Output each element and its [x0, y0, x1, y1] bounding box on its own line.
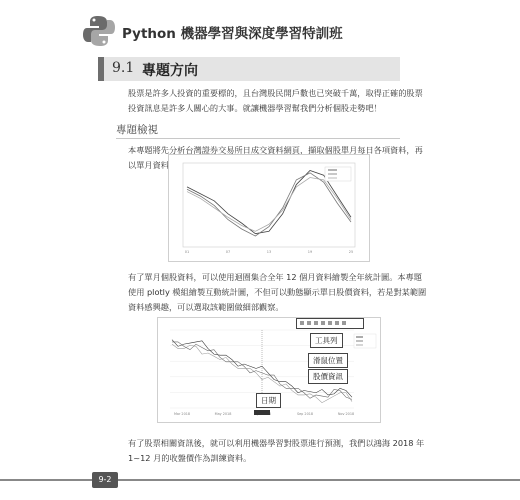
- paragraph-line: 本專題將先分析台灣證券交易所日成交資料網頁，擷取個股單月每日各項資料，再: [128, 145, 423, 155]
- paragraph-line: 資料感興趣，可以選取該範圍做細部觀察。: [128, 302, 284, 312]
- x-tick-label: 07: [225, 250, 231, 254]
- date-callout: 日期: [256, 393, 281, 408]
- hover-date-label: [254, 410, 270, 415]
- toolbar-highlight: [296, 318, 364, 329]
- monthly-stock-chart: [168, 154, 370, 262]
- x-tick-label: Nov 2018: [337, 412, 355, 416]
- page-number: 9-2: [92, 472, 118, 488]
- paragraph-line: 股票是許多人投資的重要標的，且台灣股民開戶數也已突破千萬，取得正確的股票: [128, 88, 423, 98]
- paragraph-line: 以單月資料繪製個股統計圖。: [128, 160, 235, 170]
- x-tick-label: 01: [184, 250, 190, 254]
- section-number: 9.1: [112, 60, 135, 76]
- x-tick-label: 13: [266, 250, 272, 254]
- x-tick-label: Mar 2018: [173, 412, 191, 416]
- series-line-3: [187, 178, 351, 232]
- paragraph-line: 1~12 月的收盤價作為訓練資料。: [128, 453, 252, 463]
- book-title: Python 機器學習與深度學習特訓班: [122, 26, 343, 42]
- python-logo-icon: [82, 14, 116, 48]
- subsection-title: 專題檢視: [116, 124, 158, 136]
- x-tick-label: 19: [307, 250, 313, 254]
- subsection-divider: [116, 138, 400, 139]
- footer-rule: [0, 479, 520, 481]
- paragraph-line: 有了股票相關資訊後，就可以利用機器學習對股票進行預測，我們以鴻海 2018 年: [128, 438, 425, 448]
- series-line-2: [187, 173, 351, 236]
- toolbar-callout: 工具列: [310, 333, 343, 348]
- x-tick-label: Sep 2018: [296, 412, 314, 416]
- paragraph-line: 有了單月個股資料，可以使用迴圈集合全年 12 個月資料繪製全年統計圖。本專題: [128, 272, 422, 282]
- paragraph-line: 使用 plotly 模組繪製互動統計圖，不但可以動態顯示單日股價資料，若是對某範圍: [128, 287, 427, 297]
- paragraph-line: 投資訊息是許多人關心的大事。就讓機器學習幫我們分析個股走勢吧！: [128, 103, 382, 113]
- x-tick-label: 25: [348, 250, 354, 254]
- x-tick-label: May 2018: [214, 412, 232, 416]
- stock-info-callout: 股價資訊: [308, 369, 348, 384]
- mouse-position-callout: 滑鼠位置: [308, 353, 348, 368]
- section-title: 專題方向: [142, 63, 198, 79]
